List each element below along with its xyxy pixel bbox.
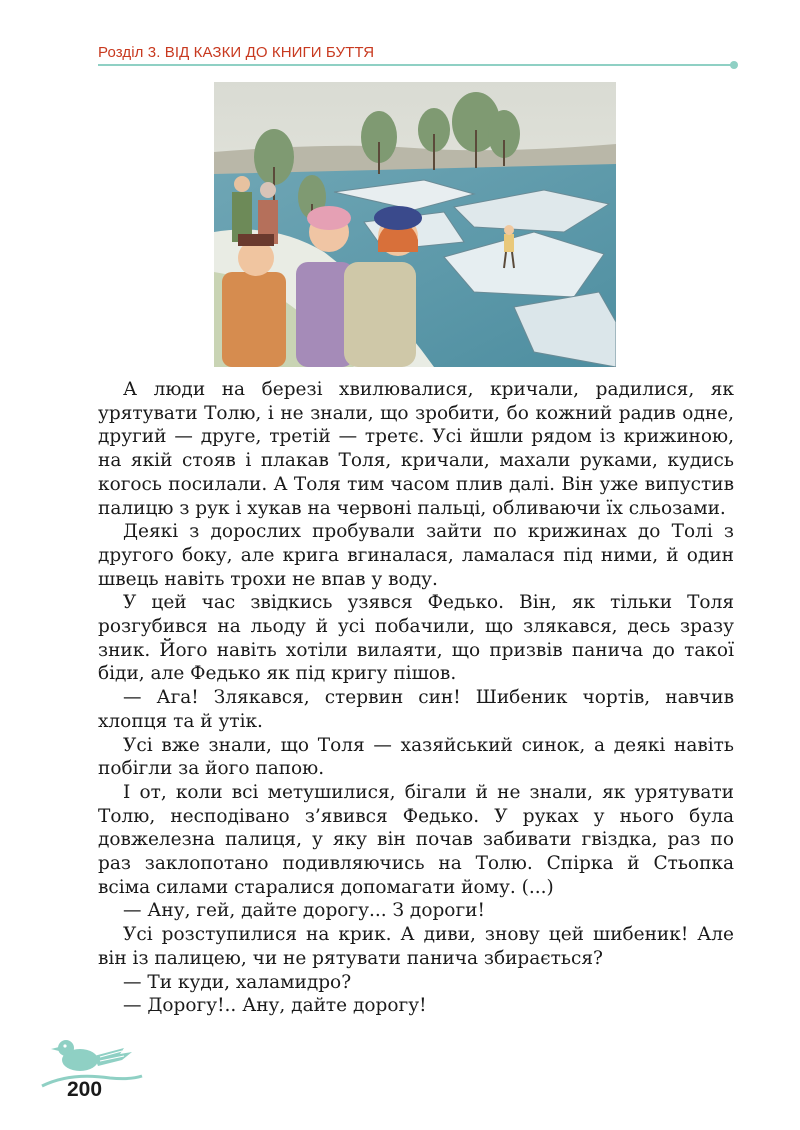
section-header: Розділ 3. ВІД КАЗКИ ДО КНИГИ БУТТЯ [98,44,375,61]
header-divider [98,64,734,66]
river-ice-scene-illustration [214,82,616,367]
paragraph: У цей час звідкись узявся Федько. Він, як тільки Толя розгубився на льоду й усі побачили, що злякався, десь зразу зник. Його навіть хотіли вилаяти, що призвів панича до такої біди, але Федько як під кригу пішов. [98,592,734,685]
paragraph: Усі вже знали, що Толя — хазяйський синок, а деякі навіть побігли за його папою. [98,734,734,780]
paragraph: — Ти куди, халамидро? [123,971,352,993]
paragraph: І от, коли всі метушилися, бігали й не знали, як урятувати Толю, несподівано з’явився Федько. У руках у нього була довжелезна палиця, у яку він почав забивати гвіздка, раз по раз заклопотано подивляючись на Толю. Спірка й Стьопка всіма силами старалися допомагати йому. (...) [98,781,734,898]
paragraph: Усі розступилися на крик. А диви, знову цей шибеник! Але він із палицею, чи не рятувати панича збирається? [98,924,734,969]
paragraph: — Ану, гей, дайте дорогу... З дороги! [123,900,485,922]
paragraph: — Ага! Злякався, стервин син! Шибеник чортів, навчив хлопця та й утік. [98,687,734,732]
story-text [98,378,734,1018]
header-divider-dot [730,61,738,69]
paragraph: Деякі з дорослих пробували зайти по крижинах до Толі з другого боку, але крига вгиналася, ламалася під ними, й один швець навіть трохи не впав у воду. [98,521,734,590]
paragraph: — Дорогу!.. Ану, дайте дорогу! [123,995,427,1017]
page-number: 200 [67,1078,103,1101]
paragraph: А люди на березі хвилювалися, кричали, радилися, як урятувати Толю, і не знали, що зробити, бо кожний радив одне, другий — друге, третій — третє. Усі йшли рядом із крижиною, на якій стояв і плакав Толя, кричали, махали руками, кудись когось посилали. А Толя тим часом плив далі. Він уже випустив палицю з рук і хукав на червоні пальці, обливаючи їх сльозами. [98,379,734,519]
